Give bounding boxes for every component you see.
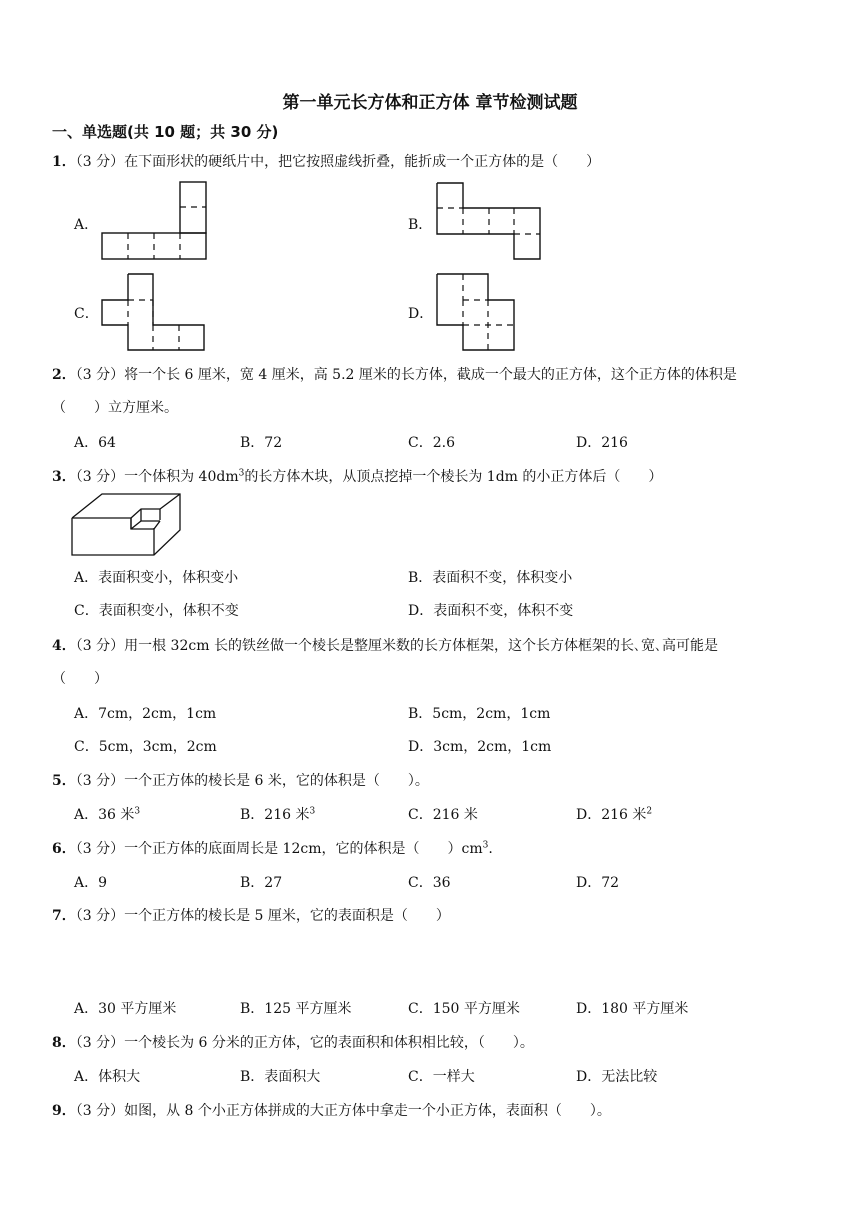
option-5b: B．216 米$^3$ — [240, 806, 316, 823]
option-4b: B．5cm，2cm，1cm — [408, 706, 551, 722]
option-4d: D．3cm，2cm，1cm — [408, 739, 552, 755]
option-6c: C．36 — [408, 875, 451, 891]
section-heading: 一、单选题(共 10 题；共 30 分) — [52, 123, 279, 141]
option-3b: B．表面积不变，体积变小 — [408, 570, 573, 586]
page-title: 第一单元长方体和正方体 章节检测试题 — [282, 93, 578, 113]
option-4c: C．5cm，3cm，2cm — [74, 739, 217, 755]
option-8d: D．无法比较 — [576, 1069, 658, 1085]
question-1: 1．（3 分）在下面形状的硬纸片中，把它按照虚线折叠，能折成一个正方体的是（ ） — [52, 154, 601, 170]
question-6: 6．（3 分）一个正方体的底面周长是 12cm，它的体积是（ ）$cm^3$. — [52, 840, 493, 857]
option-3d: D．表面积不变，体积不变 — [408, 603, 574, 619]
option-8c: C．一样大 — [408, 1069, 475, 1085]
option-6a: A．9 — [74, 875, 108, 891]
option-1c: C． — [74, 306, 99, 322]
option-1d: D． — [408, 306, 434, 322]
option-7a: A．30 平方厘米 — [74, 1001, 177, 1017]
question-4: 4．（3 分）用一根 32cm 长的铁丝做一个棱长是整厘米数的长方体框架，这个长方体框架的长､宽､高可能是 — [52, 638, 718, 654]
question-2-line2: （ ）立方厘米。 — [52, 400, 178, 416]
question-2: 2．（3 分）将一个长 6 厘米，宽 4 厘米，高 5.2 厘米的长方体，截成一个最大的正方体，这个正方体的体积是 — [52, 367, 737, 383]
option-5a: A．36 米$^3$ — [74, 806, 141, 823]
option-2a: A．64 — [74, 435, 116, 451]
option-2d: D．216 — [576, 435, 628, 451]
question-7: 7．（3 分）一个正方体的棱长是 5 厘米，它的表面积是（ ） — [52, 908, 450, 924]
question-5: 5．（3 分）一个正方体的棱长是 6 米，它的体积是（ ）。 — [52, 773, 429, 789]
option-8a: A．体积大 — [74, 1069, 141, 1085]
option-4a: A．7cm，2cm，1cm — [74, 706, 217, 722]
option-2b: B．72 — [240, 435, 283, 451]
option-1a: A． — [74, 217, 99, 233]
option-6b: B．27 — [240, 875, 283, 891]
question-9: 9．（3 分）如图，从 8 个小正方体拼成的大正方体中拿走一个小正方体，表面积（ ）。 — [52, 1103, 611, 1119]
option-7b: B．125 平方厘米 — [240, 1001, 352, 1017]
option-3c: C．表面积变小，体积不变 — [74, 603, 239, 619]
option-6d: D．72 — [576, 875, 620, 891]
option-3a: A．表面积变小，体积变小 — [74, 570, 239, 586]
option-7d: D．180 平方厘米 — [576, 1001, 689, 1017]
question-4-line2: （ ） — [52, 671, 108, 687]
option-1b: B． — [408, 217, 433, 233]
option-5c: C．216 米 — [408, 807, 478, 823]
option-2c: C．2.6 — [408, 435, 455, 451]
option-5d: D．216 米$^2$ — [576, 806, 653, 823]
option-8b: B．表面积大 — [240, 1069, 321, 1085]
question-3: 3．（3 分）一个体积为 $40dm^3$的长方体木块，从顶点挖掉一个棱长为 1dm 的小正方体后（ ） — [52, 468, 663, 485]
question-8: 8．（3 分）一个棱长为 6 分米的正方体，它的表面积和体积相比较，（ ）。 — [52, 1035, 534, 1051]
option-7c: C．150 平方厘米 — [408, 1001, 520, 1017]
cuboid-cutout-figure — [0, 0, 860, 600]
